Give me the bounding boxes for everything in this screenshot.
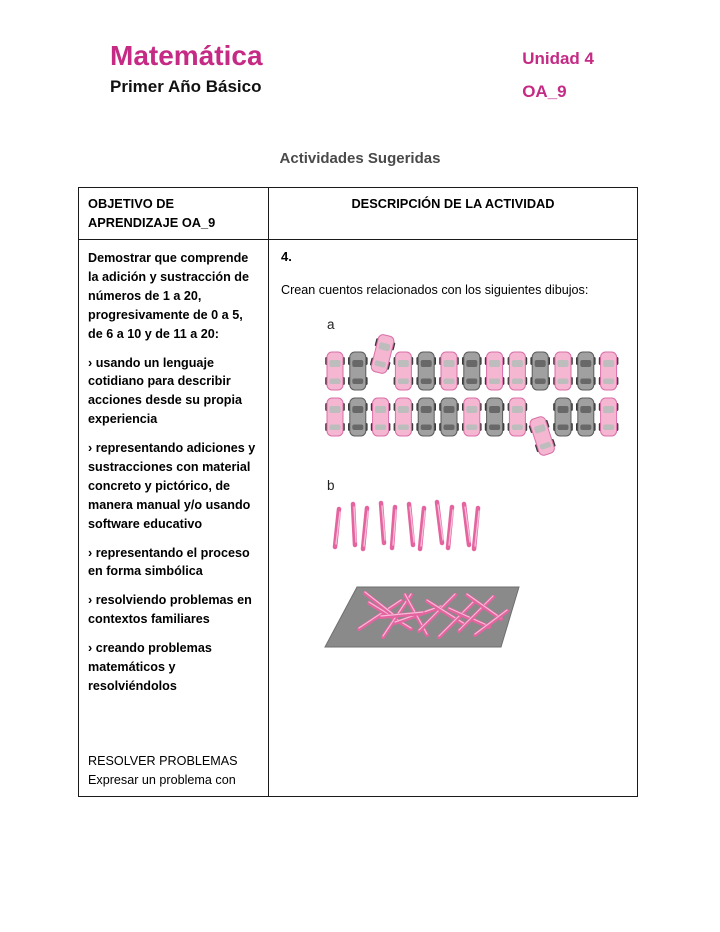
spacer [88,706,258,752]
document-header [0,0,720,102]
unit-label: Unidad 4 [522,49,594,68]
oa-label: OA_9 [522,82,567,101]
activity-number: 4. [281,249,292,265]
header-right [522,40,594,102]
cars-svg [323,334,623,460]
objective-bullet: › representando adiciones y sustracciones con material concreto y pictórico, de manera manual y/o usando software educativo [88,441,256,531]
objective-footer-line: RESOLVER PROBLEMAS [88,753,238,768]
cars-illustration [323,334,625,460]
objective-bullet: › usando un lenguaje cotidiano para describir acciones desde su propia experiencia [88,355,242,427]
table-body-row [79,240,638,796]
doc-subtitle: Primer Año Básico [110,77,262,96]
activity-description: Crean cuentos relacionados con los siguientes dibujos: [281,283,589,298]
section-title: Actividades Sugeridas [279,150,441,167]
table-header-row [79,188,638,240]
doc-title: Matemática [110,40,263,71]
objective-intro: Demostrar que comprende la adición y sustracción de números de 1 a 20, progresivamente de 0 a 5, de 6 a 10 y de 11 a 20: [88,251,249,341]
activity-cell [269,240,638,796]
figure-a-label: a [327,317,335,333]
figure-b-label: b [327,478,335,494]
objective-bullet: › representando el proceso en forma simbólica [88,545,250,579]
pencils-illustration [323,495,625,653]
objective-bullet: › resolviendo problemas en contextos familiares [88,593,252,627]
objective-bullet: › creando problemas matemáticos y resolviéndolos [88,641,212,693]
header-left [110,40,263,102]
activities-table [78,187,638,797]
objective-cell [79,240,269,796]
pencils-svg [323,495,523,653]
activity-column-header: DESCRIPCIÓN DE LA ACTIVIDAD [269,188,638,240]
objective-column-header: OBJETIVO DE APRENDIZAJE OA_9 [79,188,269,240]
objective-footer-line: Expresar un problema con [88,772,236,787]
